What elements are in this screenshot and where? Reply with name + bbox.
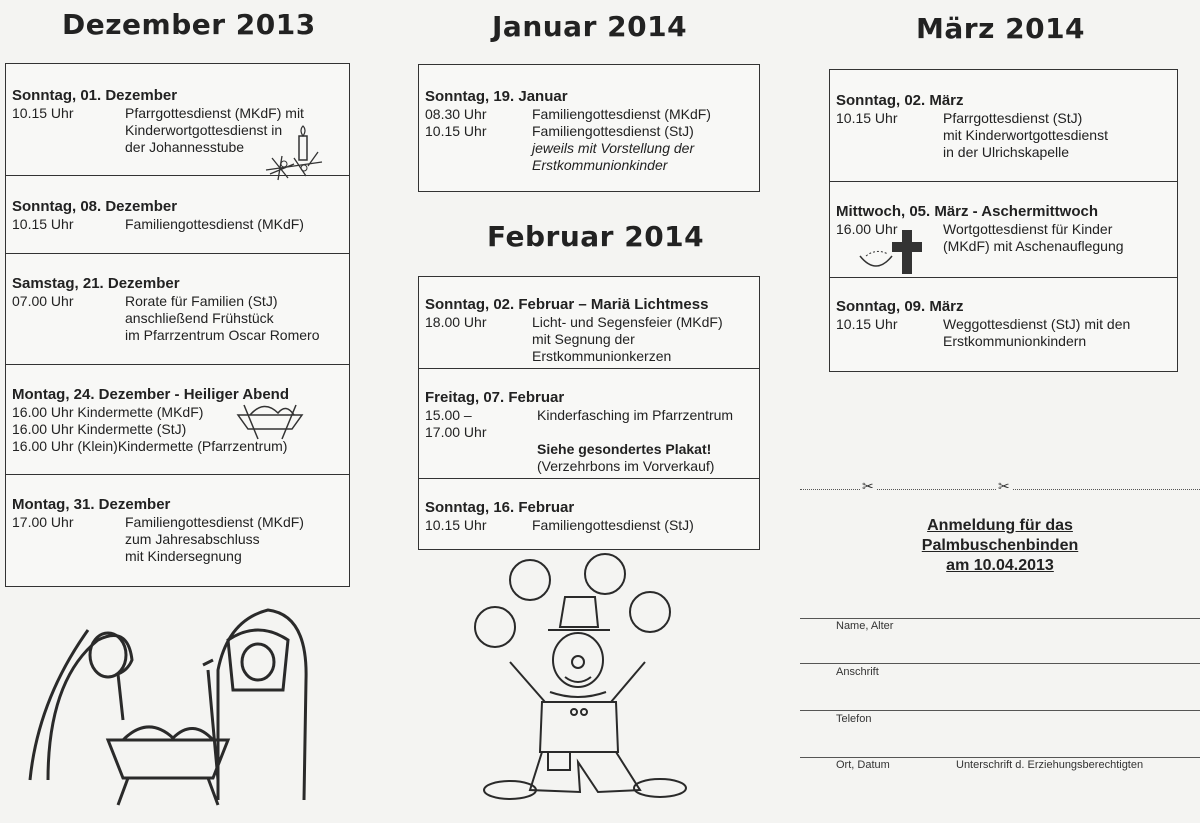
form-field-line[interactable] [800, 663, 1200, 664]
event-description: Erstkommunionkindern [943, 333, 1087, 349]
event-entry [419, 277, 759, 369]
month-title-dezember: Dezember 2013 [62, 8, 316, 41]
event-time: 16.00 Uhr Kindermette (StJ) [12, 421, 187, 437]
event-time: 16.00 Uhr Kindermette (MKdF) [12, 404, 204, 420]
event-time: 16.00 Uhr [836, 221, 898, 237]
event-description: Familiengottesdienst (MKdF) [125, 216, 304, 232]
event-time: 10.15 Uhr [12, 216, 74, 232]
event-description: Kinderwortgottesdienst in [125, 122, 283, 138]
march-schedule-box [829, 69, 1178, 372]
event-description: Erstkommunionkinder [532, 157, 668, 173]
event-time: 08.30 Uhr [425, 106, 487, 122]
event-description: in der Ulrichskapelle [943, 144, 1070, 160]
event-time: 07.00 Uhr [12, 293, 74, 309]
event-title: Sonntag, 08. Dezember [12, 198, 178, 215]
event-time: 10.15 Uhr [836, 110, 898, 126]
form-field-line[interactable] [800, 618, 1200, 619]
event-description: der Johannesstube [125, 139, 245, 155]
february-schedule-box [418, 276, 760, 550]
event-title: Samstag, 21. Dezember [12, 275, 180, 292]
form-label-place-date: Ort, Datum [836, 759, 890, 771]
event-description: mit Kindersegnung [125, 548, 242, 564]
event-entry [830, 70, 1177, 182]
event-time: 10.15 Uhr [425, 123, 487, 139]
december-schedule-box [5, 63, 350, 587]
event-description: Pfarrgottesdienst (MKdF) mit [125, 105, 304, 121]
event-title: Freitag, 07. Februar [425, 389, 565, 406]
event-description: zum Jahresabschluss [125, 531, 260, 547]
event-entry [6, 365, 349, 475]
event-title: Montag, 31. Dezember [12, 496, 171, 513]
event-description: im Pfarrzentrum Oscar Romero [125, 327, 320, 343]
event-entry [419, 369, 759, 479]
form-label-address: Anschrift [836, 666, 879, 678]
event-description: Licht- und Segensfeier (MKdF) [532, 314, 723, 330]
form-field-line[interactable] [800, 757, 1200, 758]
event-entry [419, 65, 759, 191]
scissors-icon: ✂ [862, 478, 874, 494]
event-description: Familiengottesdienst (MKdF) [125, 514, 304, 530]
event-description: jeweils mit Vorstellung der [532, 140, 695, 156]
event-description: Familiengottesdienst (MKdF) [532, 106, 711, 122]
event-entry [830, 278, 1177, 371]
event-description: Wortgottesdienst für Kinder [943, 221, 1113, 237]
event-description: mit Kinderwortgottesdienst [943, 127, 1108, 143]
event-description: mit Segnung der [532, 331, 635, 347]
form-label-phone: Telefon [836, 713, 872, 725]
event-title: Montag, 24. Dezember - Heiliger Abend [12, 386, 289, 403]
scissors-icon: ✂ [998, 478, 1010, 494]
event-title: Sonntag, 09. März [836, 298, 964, 315]
nativity-illustration [28, 600, 328, 810]
form-label-name: Name, Alter [836, 620, 894, 632]
event-title: Sonntag, 19. Januar [425, 88, 568, 105]
event-title: Sonntag, 01. Dezember [12, 87, 178, 104]
january-schedule-box [418, 64, 760, 192]
candle-icon [264, 128, 324, 183]
month-title-februar: Februar 2014 [487, 220, 705, 253]
event-time: 10.15 Uhr [425, 517, 487, 533]
event-time: 15.00 – [425, 407, 472, 423]
registration-title-line: am 10.04.2013 [946, 557, 1054, 574]
event-entry [830, 182, 1177, 278]
event-description: Familiengottesdienst (StJ) [532, 123, 694, 139]
month-title-maerz: März 2014 [916, 12, 1086, 45]
ash-cross-icon [858, 226, 928, 276]
event-time: 16.00 Uhr (Klein)Kindermette (Pfarrzentrum) [12, 438, 288, 454]
event-time: 17.00 Uhr [12, 514, 74, 530]
event-description: Familiengottesdienst (StJ) [532, 517, 694, 533]
event-description: Pfarrgottesdienst (StJ) [943, 110, 1083, 126]
event-title: Sonntag, 02. Februar – Mariä Lichtmess [425, 296, 709, 313]
event-title: Mittwoch, 05. März - Aschermittwoch [836, 203, 1098, 220]
event-description: Weggottesdienst (StJ) mit den [943, 316, 1131, 332]
event-time: 10.15 Uhr [836, 316, 898, 332]
registration-title-line: Anmeldung für das [927, 517, 1073, 534]
form-label-signature: Unterschrift d. Erziehungsberechtigten [956, 759, 1144, 771]
registration-title [800, 516, 1200, 576]
event-title: Sonntag, 02. März [836, 92, 964, 109]
event-title: Sonntag, 16. Februar [425, 499, 575, 516]
event-time: 18.00 Uhr [425, 314, 487, 330]
event-entry [6, 176, 349, 254]
event-description: Siehe gesondertes Plakat! [537, 441, 712, 457]
event-entry [6, 475, 349, 586]
event-entry [6, 254, 349, 365]
event-entry [419, 479, 759, 549]
form-field-line[interactable] [800, 710, 1200, 711]
event-description: Rorate für Familien (StJ) [125, 293, 278, 309]
event-time: 10.15 Uhr [12, 105, 74, 121]
event-description: Erstkommunionkerzen [532, 348, 672, 364]
event-description: anschließend Frühstück [125, 310, 274, 326]
event-description: Kinderfasching im Pfarrzentrum [537, 407, 734, 423]
event-description: (Verzehrbons im Vorverkauf) [537, 458, 715, 474]
event-time: 17.00 Uhr [425, 424, 487, 440]
clown-illustration [470, 552, 700, 802]
registration-title-line: Palmbuschenbinden [921, 537, 1079, 554]
month-title-januar: Januar 2014 [492, 10, 688, 43]
event-description: (MKdF) mit Aschenauflegung [943, 238, 1124, 254]
manger-icon [234, 397, 306, 439]
event-entry [6, 64, 349, 176]
